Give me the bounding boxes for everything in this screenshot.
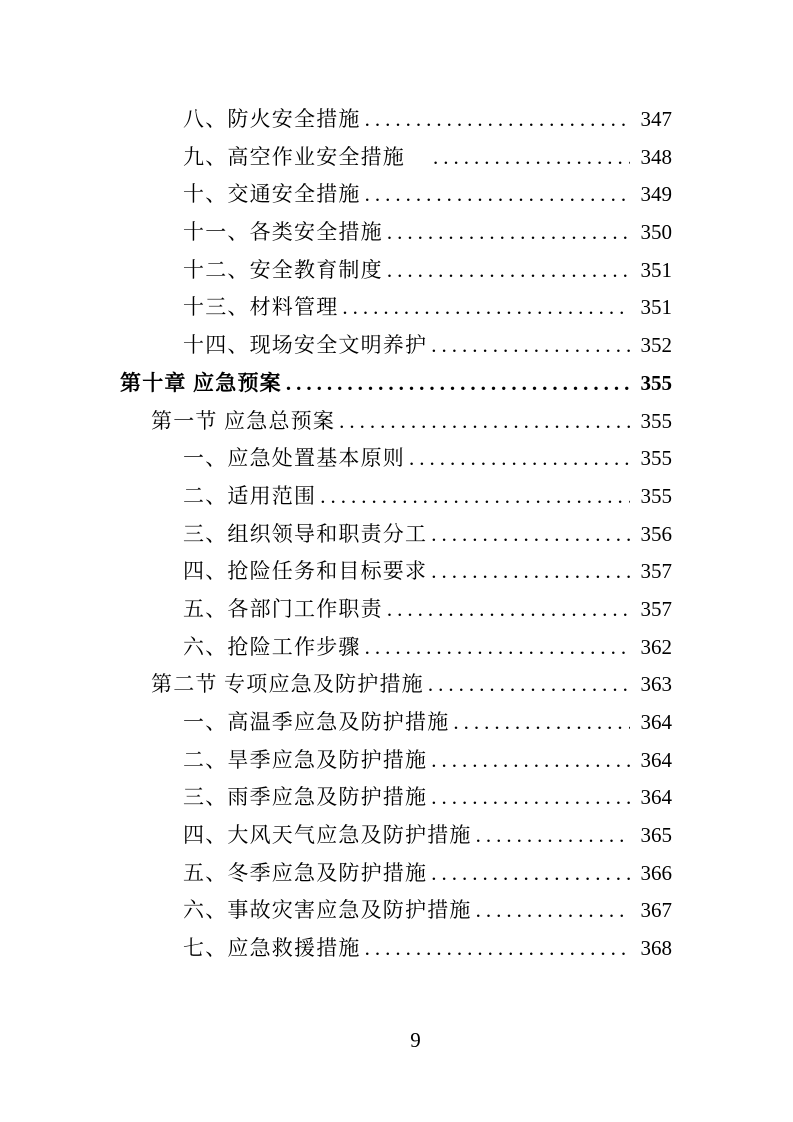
toc-entry-page: 364 <box>640 785 672 810</box>
toc-entry-page: 350 <box>640 220 672 245</box>
toc-entry-title: 第二节 专项应急及防护措施 <box>151 672 424 697</box>
toc-entry-title: 十四、现场安全文明养护 <box>183 333 428 358</box>
toc-entry[interactable] <box>120 817 672 855</box>
toc-entry-title: 四、抢险任务和目标要求 <box>183 559 428 584</box>
toc-entry-title: 二、旱季应急及防护措施 <box>183 747 428 772</box>
toc-entry[interactable] <box>120 403 672 441</box>
toc-entry-title: 八、防火安全措施 <box>183 107 361 131</box>
toc-entry[interactable] <box>120 478 672 516</box>
toc-entry[interactable] <box>120 365 672 403</box>
toc-entry[interactable] <box>120 327 672 365</box>
toc-entry-page: 362 <box>640 634 672 659</box>
toc-entry-title: 二、适用范围 <box>183 483 317 508</box>
toc-entry-title: 五、各部门工作职责 <box>183 596 383 621</box>
dot-leader <box>365 930 630 968</box>
dot-leader <box>431 516 630 554</box>
toc-entry-page: 366 <box>640 860 672 885</box>
toc-entry[interactable] <box>120 214 672 252</box>
toc-entry-page: 349 <box>640 182 672 207</box>
dot-leader <box>365 101 630 139</box>
toc-entry-title: 三、雨季应急及防护措施 <box>183 785 428 810</box>
dot-leader <box>387 252 630 290</box>
dot-leader <box>433 139 630 177</box>
toc-entry[interactable] <box>120 252 672 290</box>
toc-entry[interactable] <box>120 779 672 817</box>
toc-entry-title: 四、大风天气应急及防护措施 <box>183 823 472 848</box>
toc-entry[interactable] <box>120 440 672 478</box>
toc-entry-page: 355 <box>640 370 672 395</box>
toc-list <box>120 101 672 968</box>
toc-entry[interactable] <box>120 553 672 591</box>
toc-entry-title: 一、高温季应急及防护措施 <box>183 710 450 734</box>
toc-entry-title: 十、交通安全措施 <box>183 182 361 207</box>
dot-leader <box>387 214 630 252</box>
dot-leader <box>431 327 630 365</box>
toc-entry-page: 347 <box>640 107 672 131</box>
toc-entry-page: 357 <box>640 559 672 584</box>
toc-entry-title: 第十章 应急预案 <box>120 370 282 395</box>
dot-leader <box>431 855 630 893</box>
toc-entry-page: 368 <box>640 936 672 961</box>
toc-entry[interactable] <box>120 704 672 742</box>
dot-leader <box>476 892 630 930</box>
toc-entry[interactable] <box>120 101 672 139</box>
toc-entry-page: 357 <box>640 596 672 621</box>
toc-entry-title: 一、应急处置基本原则 <box>183 446 405 471</box>
toc-entry-title: 三、组织领导和职责分工 <box>183 521 428 546</box>
toc-entry[interactable] <box>120 930 672 968</box>
toc-entry-title: 第一节 应急总预案 <box>151 408 336 433</box>
toc-entry-page: 352 <box>640 333 672 358</box>
toc-entry-page: 351 <box>640 295 672 320</box>
toc-entry-title: 六、抢险工作步骤 <box>183 634 361 659</box>
dot-leader <box>453 704 630 742</box>
toc-entry[interactable] <box>120 139 672 177</box>
toc-entry-page: 348 <box>640 144 672 169</box>
toc-entry[interactable] <box>120 855 672 893</box>
dot-leader <box>476 817 630 855</box>
toc-entry-page: 355 <box>640 483 672 508</box>
dot-leader <box>387 591 630 629</box>
toc-entry-page: 356 <box>640 521 672 546</box>
toc-entry-page: 364 <box>640 747 672 772</box>
toc-entry-page: 364 <box>640 710 672 734</box>
toc-entry-page: 351 <box>640 257 672 282</box>
dot-leader <box>339 403 630 441</box>
toc-entry[interactable] <box>120 516 672 554</box>
dot-leader <box>286 365 630 403</box>
toc-entry-page: 355 <box>640 446 672 471</box>
toc-entry[interactable] <box>120 629 672 667</box>
dot-leader <box>431 779 630 817</box>
toc-entry[interactable] <box>120 666 672 704</box>
toc-entry-title: 七、应急救援措施 <box>183 936 361 961</box>
toc-entry-page: 367 <box>640 898 672 923</box>
page-number: 9 <box>410 1028 421 1052</box>
dot-leader <box>431 742 630 780</box>
toc-entry-title: 六、事故灾害应急及防护措施 <box>183 898 472 923</box>
toc-entry-title: 十一、各类安全措施 <box>183 220 383 245</box>
toc-entry-title: 十二、安全教育制度 <box>183 257 383 282</box>
dot-leader <box>342 289 630 327</box>
toc-entry-title: 五、冬季应急及防护措施 <box>183 860 428 885</box>
toc-entry[interactable] <box>120 176 672 214</box>
dot-leader <box>431 553 630 591</box>
toc-entry-page: 355 <box>640 408 672 433</box>
dot-leader <box>409 440 630 478</box>
toc-entry[interactable] <box>120 892 672 930</box>
toc-entry-title: 九、高空作业安全措施 <box>183 144 405 169</box>
toc-entry-title: 十三、材料管理 <box>183 295 339 320</box>
toc-entry-page: 365 <box>640 823 672 848</box>
toc-entry[interactable] <box>120 289 672 327</box>
dot-leader <box>320 478 630 516</box>
toc-entry-page: 363 <box>640 672 672 697</box>
dot-leader <box>365 629 630 667</box>
toc-entry[interactable] <box>120 591 672 629</box>
dot-leader <box>365 176 630 214</box>
toc-entry[interactable] <box>120 742 672 780</box>
dot-leader <box>428 666 630 704</box>
